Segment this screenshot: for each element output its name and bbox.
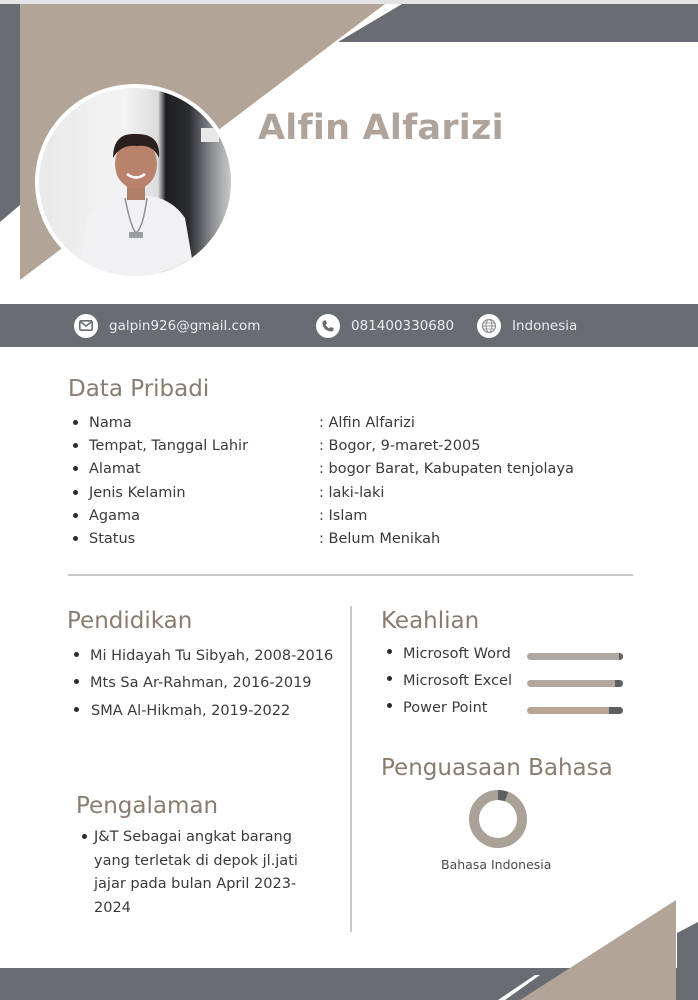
footer-decoration xyxy=(0,880,698,1000)
candidate-name: Alfin Alfarizi xyxy=(258,108,504,148)
profile-photo-frame xyxy=(35,84,235,280)
skill-bar-microsoft-excel xyxy=(527,680,623,687)
contact-email[interactable] xyxy=(74,304,260,347)
contact-phone[interactable] xyxy=(316,304,454,347)
globe-icon xyxy=(477,314,501,338)
data-pribadi-row: Tempat, Tanggal Lahir : Bogor, 9-maret-2005 xyxy=(69,435,574,458)
data-pribadi-row: Agama : Islam xyxy=(69,505,574,528)
pendidikan-item: SMA Al-Hikmah, 2019-2022 xyxy=(70,699,333,726)
data-pribadi-list xyxy=(69,412,574,551)
data-pribadi-row: Alamat : bogor Barat, Kabupaten tenjolaya xyxy=(69,458,574,481)
data-pribadi-row: Status : Belum Menikah xyxy=(69,528,574,551)
contact-bar xyxy=(0,304,698,347)
data-pribadi-row: Jenis Kelamin : laki-laki xyxy=(69,482,574,505)
skill-item: Power Point xyxy=(383,695,512,722)
skill-bar-power-point xyxy=(527,707,623,714)
section-title-data-pribadi: Data Pribadi xyxy=(68,376,210,402)
skill-item: Microsoft Word xyxy=(383,641,512,668)
mail-icon xyxy=(74,314,98,338)
phone-icon xyxy=(316,314,340,338)
data-pribadi-row: Nama : Alfin Alfarizi xyxy=(69,412,574,435)
email-text: galpin926@gmail.com xyxy=(109,317,261,334)
section-title-penguasaan-bahasa: Penguasaan Bahasa xyxy=(381,755,613,781)
language-donut-chart xyxy=(468,789,528,849)
country-text: Indonesia xyxy=(512,317,578,334)
skill-item: Microsoft Excel xyxy=(383,668,512,695)
section-title-pengalaman: Pengalaman xyxy=(76,793,219,819)
pendidikan-item: Mi Hidayah Tu Sibyah, 2008-2016 xyxy=(70,644,333,671)
skill-bar-microsoft-word xyxy=(527,653,623,660)
pendidikan-item: Mts Sa Ar-Rahman, 2016-2019 xyxy=(70,671,333,699)
language-label: Bahasa Indonesia xyxy=(441,857,552,872)
pendidikan-list xyxy=(70,644,333,726)
section-divider xyxy=(68,574,633,576)
section-title-pendidikan: Pendidikan xyxy=(67,608,193,634)
profile-photo xyxy=(39,88,231,276)
section-title-keahlian: Keahlian xyxy=(381,608,480,634)
phone-text: 081400330680 xyxy=(351,317,455,334)
keahlian-list xyxy=(383,641,512,722)
contact-country xyxy=(477,304,577,347)
pengalaman-item: J&T Sebagai angkat barang yang terletak di depok jl.jati jajar pada bulan April 2023-2024 xyxy=(78,826,308,920)
